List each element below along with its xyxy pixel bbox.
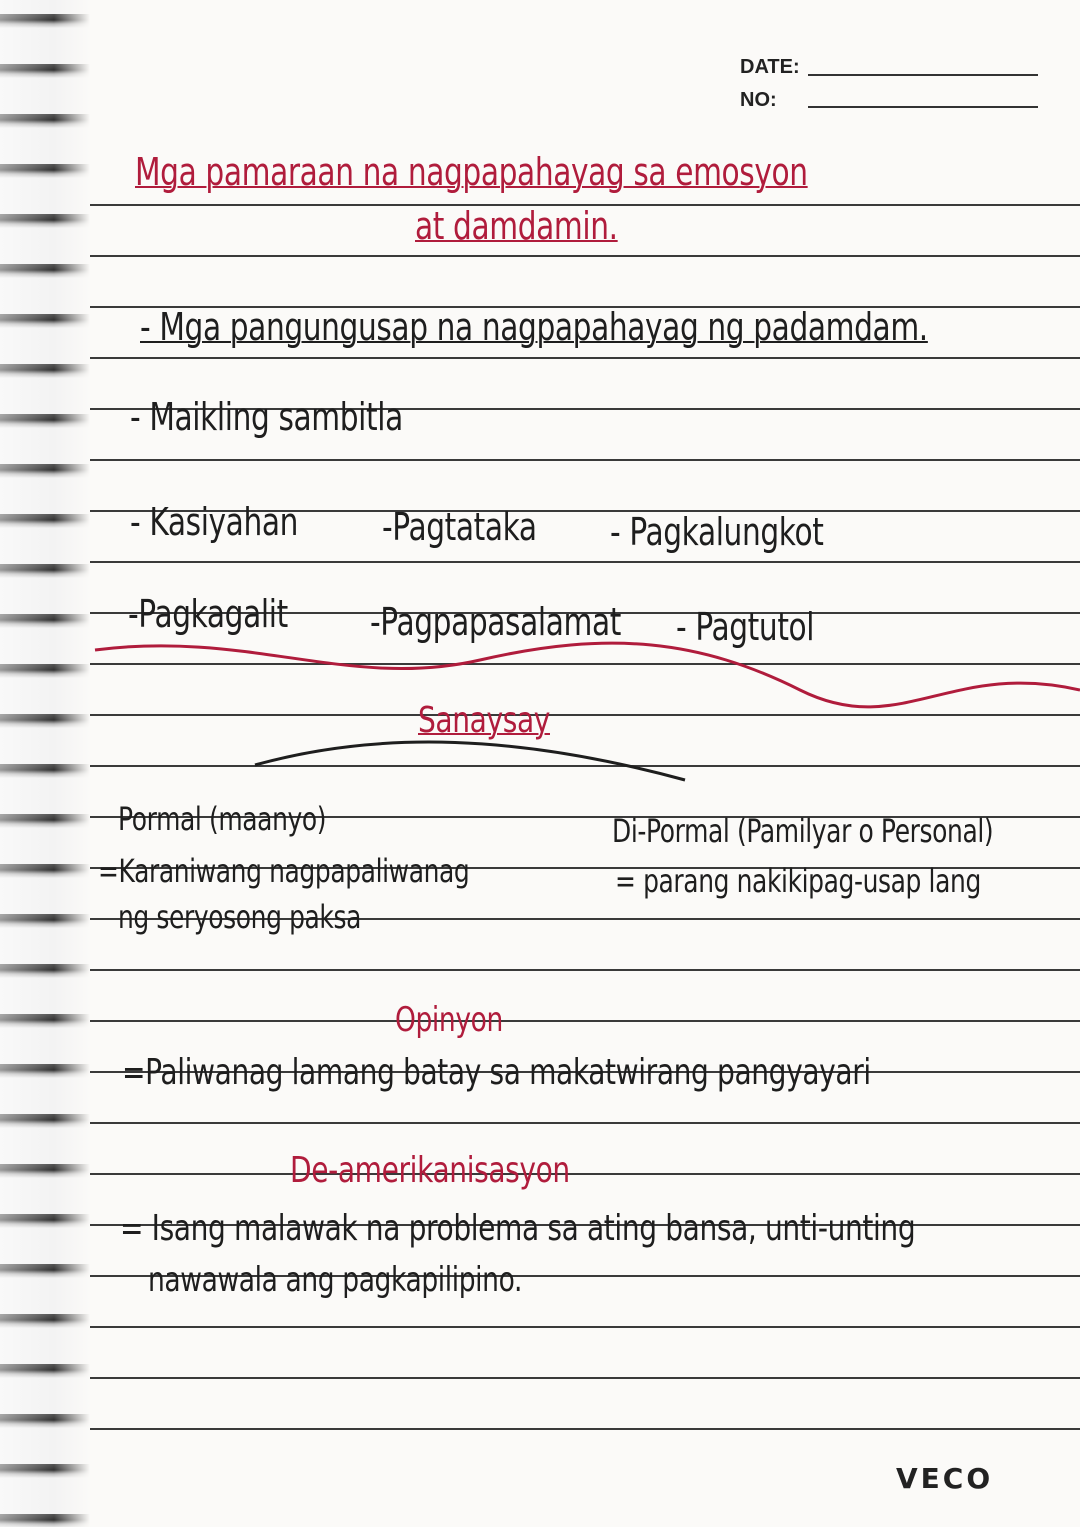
emotion: -Pagkagalit — [128, 592, 288, 636]
section-divider-wave — [95, 643, 1080, 707]
pormal-title: Pormal (maanyo) — [118, 800, 327, 838]
brand-logo: VECO — [896, 1462, 994, 1495]
pormal-definition-cont: ng seryosong paksa — [118, 898, 362, 936]
dipormal-title: Di-Pormal (Pamilyar o Personal) — [612, 812, 994, 850]
no-label: NO: — [740, 89, 777, 111]
note-item-2: - Maikling sambitla — [130, 395, 403, 439]
opinyon-heading: Opinyon — [395, 1000, 503, 1040]
emotion: -Pagpapasalamat — [370, 600, 621, 644]
branch-arc — [255, 742, 685, 780]
deamerikanisasyon-definition-cont: nawawala ang pagkapilipino. — [148, 1260, 522, 1300]
sanaysay-heading: Sanaysay — [418, 700, 550, 741]
title-line1: Mga pamaraan na nagpapahayag sa emosyon — [135, 150, 808, 194]
emotion: - Pagtutol — [676, 605, 815, 649]
dipormal-definition: = parang nakikipag-usap lang — [615, 862, 981, 900]
emotion: - Kasiyahan — [130, 500, 299, 544]
deamerikanisasyon-definition: = Isang malawak na problema sa ating bansa, unti-unting — [120, 1208, 916, 1249]
emotion: - Pagkalungkot — [610, 510, 824, 554]
note-item-1: - Mga pangungusap na nagpapahayag ng padamdam. — [140, 305, 928, 349]
pormal-definition: =Karaniwang nagpapaliwanag — [98, 852, 470, 890]
opinyon-definition: =Paliwanag lamang batay sa makatwirang pangyayari — [122, 1052, 871, 1093]
title-line2: at damdamin. — [415, 204, 618, 248]
emotion: -Pagtataka — [382, 505, 537, 549]
deamerikanisasyon-heading: De-amerikanisasyon — [290, 1150, 570, 1191]
date-label: DATE: — [740, 56, 800, 78]
